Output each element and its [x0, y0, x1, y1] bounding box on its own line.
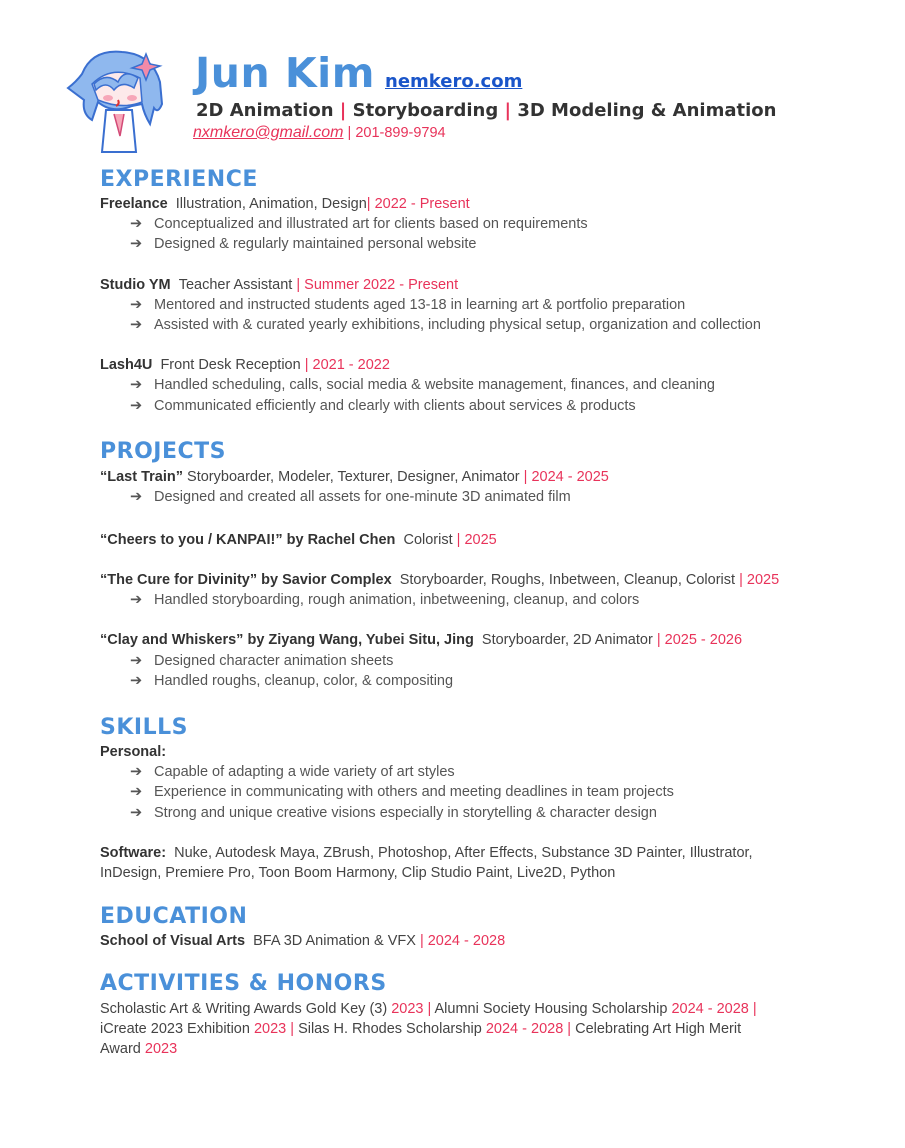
arrow-right-icon: ➔	[130, 805, 143, 821]
bullet-text: Handled roughs, cleanup, color, & compositing	[154, 673, 454, 689]
bullet-text: Experience in communicating with others and meeting deadlines in team projects	[154, 784, 674, 800]
project-dates: | 2024 - 2025	[523, 469, 609, 485]
website-link[interactable]: nemkero.com	[385, 71, 523, 92]
arrow-right-icon: ➔	[130, 489, 143, 505]
award-year: 2023	[144, 1041, 178, 1057]
arrow-right-icon: ➔	[130, 236, 143, 252]
section-heading-education: EDUCATION	[100, 904, 248, 929]
bullet-text: Designed character animation sheets	[154, 653, 394, 669]
bullet-text: Designed and created all assets for one-minute 3D animated film	[154, 489, 571, 505]
award-text: Scholastic Art & Writing Awards Gold Key (3)	[100, 1001, 392, 1017]
section-heading-skills: SKILLS	[100, 715, 188, 740]
project-line	[100, 530, 497, 550]
section-heading-projects: PROJECTS	[100, 439, 226, 464]
bullet-item	[130, 651, 393, 671]
project-line	[100, 570, 779, 590]
award-text: Celebrating Art High Merit	[575, 1021, 742, 1037]
award-year: 2024 - 2028 |	[671, 1001, 757, 1017]
avatar-illustration	[62, 44, 170, 154]
project-dates: | 2025	[456, 532, 497, 548]
personal-skills-label	[100, 742, 166, 762]
bullet-item	[130, 214, 588, 234]
section-heading-experience: EXPERIENCE	[100, 167, 258, 192]
project-roles: Storyboarder, Modeler, Texturer, Designer, Animator	[187, 469, 520, 485]
bullet-text: Assisted with & curated yearly exhibitions, including physical setup, organization and collection	[154, 317, 761, 333]
project-title: “Clay and Whiskers” by Ziyang Wang, Yubei Situ, Jing	[100, 632, 474, 648]
arrow-right-icon: ➔	[130, 297, 143, 313]
contact-line	[193, 124, 446, 142]
project-title: “Cheers to you / KANPAI!” by Rachel Chen	[100, 532, 396, 548]
bullet-item	[130, 590, 639, 610]
role-separator: |	[333, 100, 353, 121]
job-dates: | 2021 - 2022	[304, 357, 390, 373]
bullet-item	[130, 803, 657, 823]
bullet-text: Communicated efficiently and clearly with clients about services & products	[154, 398, 636, 414]
arrow-right-icon: ➔	[130, 377, 143, 393]
bullet-item	[130, 782, 674, 802]
activities-line-2	[100, 1019, 741, 1039]
bullet-text: Designed & regularly maintained personal website	[154, 236, 477, 252]
email-link[interactable]: nxmkero@gmail.com	[193, 124, 344, 141]
bullet-text: Capable of adapting a wide variety of art styles	[154, 764, 455, 780]
role-summary	[196, 100, 776, 121]
bullet-text: Conceptualized and illustrated art for clients based on requirements	[154, 216, 588, 232]
software-line-2: InDesign, Premiere Pro, Toon Boom Harmony, Clip Studio Paint, Live2D, Python	[100, 865, 616, 881]
job-dates: | 2022 - Present	[366, 196, 470, 212]
award-text: Alumni Society Housing Scholarship	[434, 1001, 672, 1017]
candidate-name: Jun Kim	[195, 49, 375, 97]
award-text: Award	[100, 1041, 145, 1057]
arrow-right-icon: ➔	[130, 653, 143, 669]
project-roles: Storyboarder, Roughs, Inbetween, Cleanup, Colorist	[399, 572, 736, 588]
project-line	[100, 467, 609, 487]
bullet-text: Handled scheduling, calls, social media & website management, finances, and cleaning	[154, 377, 715, 393]
award-year: 2023 |	[253, 1021, 299, 1037]
project-dates: | 2025 - 2026	[656, 632, 743, 648]
job-org: Freelance	[100, 196, 168, 212]
activities-line-1	[100, 999, 757, 1019]
job-org: Lash4U	[100, 357, 153, 373]
arrow-right-icon: ➔	[130, 784, 143, 800]
job-org: Studio YM	[100, 277, 171, 293]
degree: BFA 3D Animation & VFX	[253, 933, 416, 949]
role-separator: |	[498, 100, 518, 121]
bullet-item	[130, 762, 455, 782]
arrow-right-icon: ➔	[130, 398, 143, 414]
arrow-right-icon: ➔	[130, 592, 143, 608]
bullet-item	[130, 671, 453, 691]
software-line	[100, 843, 753, 863]
arrow-right-icon: ➔	[130, 216, 143, 232]
role-3: 3D Modeling & Animation	[517, 100, 777, 121]
job-line	[100, 275, 458, 295]
arrow-right-icon: ➔	[130, 317, 143, 333]
phone-number: | 201-899-9794	[347, 125, 446, 141]
software-list: Nuke, Autodesk Maya, ZBrush, Photoshop, After Effects, Substance 3D Painter, Illustrator,	[174, 845, 753, 861]
project-title: “Last Train”	[100, 469, 183, 485]
job-role: Teacher Assistant	[178, 277, 293, 293]
role-1: 2D Animation	[196, 100, 334, 121]
project-title: “The Cure for Divinity” by Savior Complex	[100, 572, 392, 588]
education-dates: | 2024 - 2028	[419, 933, 506, 949]
education-line	[100, 931, 505, 951]
personal-label: Personal:	[100, 744, 167, 760]
role-2: Storyboarding	[352, 100, 499, 121]
activities-line-3	[100, 1039, 177, 1059]
section-heading-activities: ACTIVITIES & HONORS	[100, 971, 387, 996]
project-line	[100, 630, 742, 650]
bullet-text: Mentored and instructed students aged 13-18 in learning art & portfolio preparation	[154, 297, 686, 313]
project-roles: Colorist	[403, 532, 453, 548]
job-line	[100, 355, 390, 375]
job-role: Illustration, Animation, Design	[175, 196, 367, 212]
bullet-item	[130, 315, 761, 335]
award-year: 2023 |	[391, 1001, 435, 1017]
award-text: iCreate 2023 Exhibition	[100, 1021, 254, 1037]
project-roles: Storyboarder, 2D Animator	[481, 632, 653, 648]
bullet-item	[130, 487, 571, 507]
bullet-item	[130, 375, 715, 395]
bullet-text: Strong and unique creative visions especially in storytelling & character design	[154, 805, 657, 821]
project-dates: | 2025	[739, 572, 780, 588]
bullet-text: Handled storyboarding, rough animation, inbetweening, cleanup, and colors	[154, 592, 640, 608]
bullet-item	[130, 234, 476, 254]
job-dates: | Summer 2022 - Present	[296, 277, 459, 293]
software-label: Software:	[100, 845, 167, 861]
bullet-item	[130, 295, 685, 315]
award-text: Silas H. Rhodes Scholarship	[298, 1021, 486, 1037]
job-line	[100, 194, 470, 214]
school-name: School of Visual Arts	[100, 933, 246, 949]
job-role: Front Desk Reception	[160, 357, 301, 373]
arrow-right-icon: ➔	[130, 673, 143, 689]
bullet-item	[130, 396, 636, 416]
award-year: 2024 - 2028 |	[485, 1021, 576, 1037]
arrow-right-icon: ➔	[130, 764, 143, 780]
